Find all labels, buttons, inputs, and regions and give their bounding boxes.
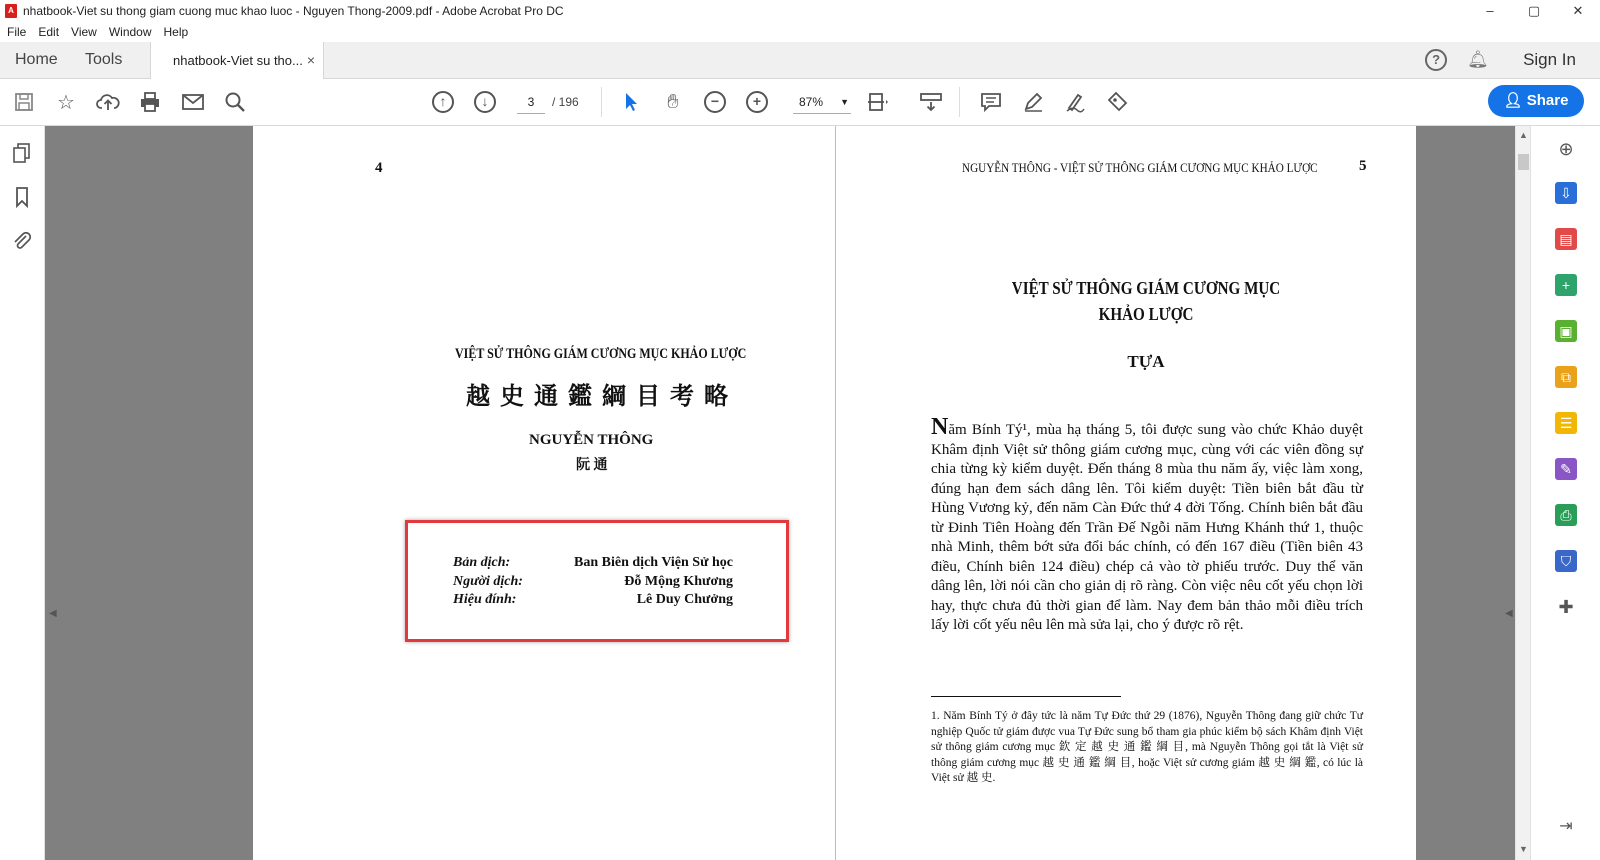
export-pdf-icon[interactable]: ⇩ xyxy=(1555,182,1577,204)
print-production-icon[interactable]: ⎙ xyxy=(1555,504,1577,526)
menu-edit[interactable]: Edit xyxy=(38,25,60,39)
pdf-page-5 xyxy=(836,126,1416,860)
print-icon[interactable] xyxy=(137,89,163,115)
chapter-title: VIỆT SỬ THÔNG GIÁM CƯƠNG MỤC xyxy=(1011,278,1281,298)
body-text: ăm Bính Tý¹, mùa hạ tháng 5, tôi được sung vào chức Khảo duyệt Khâm định Việt sử thông giám cương mục, cùng với các viên đồng sự chia từng kỳ kiểm duyệt. Đến tháng 8 mùa thu năm ấy, việc làm xong, đúng hạn đem sách dâng lên. Tôi kiểm duyệt: Tiền biên bắt đầu từ Hùng Vương kỷ, đến năm Càn Đức thứ 4 đời Tống. Chính biên bắt đầu từ Đinh Tiên Hoàng đến Trần Đế Ngỗi năm Hưng Khánh thứ 1, thuộc nhà Minh, thêm bớt sửa đổi bác chính, có đến 167 điều (Tiền biên 43 điều, Chính biên 124 điều) chép cả vào tờ phiếu trước. Duy thể văn dâng lên, lời nói cần cho giản dị rõ ràng. Còn việc nêu cốt yếu chọn lời hay, thực chưa đủ thời gian để làm. Nay đem bản thảo mỗi điều trích lấy lời cốt yếu nêu lên mà sửa lại, cho ý được rõ rệt. xyxy=(931,422,1363,633)
collapse-left-icon[interactable]: ◀ xyxy=(49,608,57,619)
scroll-up-icon[interactable]: ▲ xyxy=(1519,130,1528,140)
close-tab-icon[interactable]: × xyxy=(306,52,315,68)
pages-icon[interactable] xyxy=(10,142,34,166)
author-name-han: 阮 通 xyxy=(576,458,608,473)
menu-window[interactable]: Window xyxy=(108,25,152,39)
menu-bar xyxy=(0,22,1600,42)
page-number: 5 xyxy=(1359,158,1367,174)
organize-pages-icon[interactable]: ▤ xyxy=(1555,228,1577,250)
attachments-icon[interactable] xyxy=(10,230,34,254)
drop-cap: N xyxy=(931,414,949,440)
toolbar-divider xyxy=(959,87,960,117)
zoom-out-icon[interactable]: − xyxy=(702,89,728,115)
toolbar-divider xyxy=(601,87,602,117)
sign-in-link[interactable]: Sign In xyxy=(1523,50,1576,69)
book-title-han: 越 史 通 鑑 綱 目 考 略 xyxy=(466,384,730,410)
tab-bar xyxy=(0,42,1600,79)
more-tools-icon[interactable]: ✚ xyxy=(1558,597,1574,617)
footnote: 1. Năm Bính Tý ở đây tức là năm Tự Đức thứ 29 (1876), Nguyễn Thông đang giữ chức Tư nghiệp Quốc tử giám được vua Tự Đức sung bổ tham gia phúc kiểm bộ sách Khâm định Việt sử thông giám cương mục 欽 定 越 史 通 鑑 綱 目, mà Nguyễn Thông gọi tắt là Việt sử thông giám cương mục 越 史 通 鑑 綱 目, hoặc Việt sử cương giám 越 史 綱 鑑, có lúc là Việt sử 越 史. xyxy=(931,710,1363,784)
bell-icon[interactable]: 🔔︎ xyxy=(1467,50,1489,69)
credit-role: Người dịch: xyxy=(453,574,523,589)
minimize-button[interactable]: – xyxy=(1486,3,1494,18)
fill-sign-icon[interactable]: ✎ xyxy=(1555,458,1577,480)
page-number-input[interactable]: 3 xyxy=(517,91,545,114)
stamp-icon[interactable] xyxy=(1104,89,1130,115)
left-navigation-pane xyxy=(0,126,45,860)
expand-panel-icon[interactable]: ⇥ xyxy=(1559,818,1573,835)
credit-name: Lê Duy Chưởng xyxy=(636,592,733,607)
maximize-button[interactable]: ▢ xyxy=(1527,3,1541,18)
credit-name: Đỗ Mộng Khương xyxy=(624,574,733,589)
page-gutter xyxy=(45,126,63,860)
tab-home[interactable]: Home xyxy=(15,51,58,68)
share-button[interactable] xyxy=(1488,85,1584,117)
chevron-down-icon: ▼ xyxy=(840,97,849,107)
credit-row xyxy=(453,574,733,590)
select-cursor-icon[interactable] xyxy=(618,89,644,115)
comment-tool-icon[interactable]: ☰ xyxy=(1555,412,1577,434)
vertical-scrollbar[interactable] xyxy=(1515,126,1531,860)
add-user-icon: 👤︎ xyxy=(1503,92,1523,109)
collapse-right-icon[interactable]: ◀ xyxy=(1505,608,1513,619)
hand-icon[interactable]: ✋︎ xyxy=(667,90,679,113)
draw-icon[interactable] xyxy=(1062,89,1088,115)
combine-icon[interactable]: ⧉ xyxy=(1555,366,1577,388)
scrollbar-thumb[interactable] xyxy=(1518,154,1529,170)
document-viewport[interactable] xyxy=(45,126,1515,860)
credit-row xyxy=(453,555,733,571)
window-title: nhatbook-Viet su thong giam cuong muc khao luoc - Nguyen Thong-2009.pdf - Adobe Acrobat Pro DC xyxy=(23,4,564,18)
page-gutter xyxy=(63,126,253,860)
chapter-title: KHẢO LƯỢC xyxy=(1098,304,1194,324)
credit-role: Hiệu đính: xyxy=(453,592,517,607)
zoom-in-icon[interactable]: + xyxy=(744,89,770,115)
main-toolbar xyxy=(0,79,1600,126)
prev-page-icon[interactable]: ↑ xyxy=(430,89,456,115)
zoom-search-icon[interactable]: ⊕ xyxy=(1558,139,1574,159)
tab-tools[interactable]: Tools xyxy=(85,51,123,68)
pdf-page-4 xyxy=(253,126,835,860)
bookmarks-icon[interactable] xyxy=(10,186,34,210)
zoom-value: 87% xyxy=(799,95,824,109)
edit-pdf-icon[interactable]: ▣ xyxy=(1555,320,1577,342)
email-icon[interactable] xyxy=(180,89,206,115)
fit-page-icon[interactable] xyxy=(865,89,891,115)
author-name: NGUYỄN THÔNG xyxy=(529,432,654,448)
save-icon[interactable] xyxy=(11,89,37,115)
credit-name: Ban Biên dịch Viện Sử học xyxy=(574,555,733,570)
credit-role: Bản dịch: xyxy=(453,555,511,570)
tab-document[interactable] xyxy=(150,42,324,79)
running-header: NGUYỄN THÔNG - VIỆT SỬ THÔNG GIÁM CƯƠNG MỤC KHẢO LƯỢC xyxy=(962,160,1318,175)
right-tools-pane xyxy=(1530,126,1600,860)
book-title: VIỆT SỬ THÔNG GIÁM CƯƠNG MỤC KHẢO LƯỢC xyxy=(455,346,747,362)
zoom-select[interactable] xyxy=(793,91,851,114)
menu-file[interactable]: File xyxy=(7,25,27,39)
menu-help[interactable]: Help xyxy=(163,25,189,39)
comment-icon[interactable] xyxy=(978,89,1004,115)
next-page-icon[interactable]: ↓ xyxy=(472,89,498,115)
close-window-button[interactable]: ✕ xyxy=(1572,3,1584,18)
upload-cloud-icon[interactable] xyxy=(95,89,121,115)
page-gutter xyxy=(1416,126,1515,860)
help-icon[interactable]: ? xyxy=(1425,49,1447,71)
section-heading: TỰA xyxy=(1127,352,1165,371)
scroll-down-icon[interactable]: ▼ xyxy=(1519,844,1528,854)
bookmark-star-icon[interactable]: ☆ xyxy=(57,91,75,114)
window-titlebar xyxy=(0,0,1600,22)
create-pdf-icon[interactable]: + xyxy=(1555,274,1577,296)
credit-row xyxy=(453,592,733,608)
search-zoom-icon[interactable] xyxy=(222,89,248,115)
body-paragraph xyxy=(931,414,1363,636)
acrobat-app-icon: A xyxy=(5,4,17,18)
page-number: 4 xyxy=(375,160,383,176)
tab-document-label: nhatbook-Viet su tho... xyxy=(173,53,303,68)
share-label: Share xyxy=(1526,92,1569,109)
page-total: / 196 xyxy=(552,95,579,109)
footnote-rule xyxy=(931,696,1121,697)
menu-view[interactable]: View xyxy=(71,25,97,39)
scroll-mode-icon[interactable] xyxy=(918,89,944,115)
highlight-pen-icon[interactable] xyxy=(1020,89,1046,115)
protect-icon[interactable]: ⛉ xyxy=(1555,550,1577,572)
